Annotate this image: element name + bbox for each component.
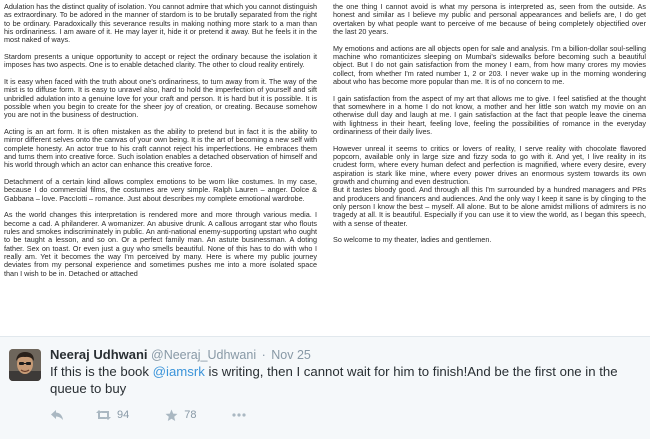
article-left-column bbox=[4, 3, 317, 286]
tweet-text bbox=[50, 363, 625, 397]
tweet-actions bbox=[50, 408, 246, 422]
meta-separator: · bbox=[261, 348, 266, 362]
author-name[interactable]: Neeraj Udhwani bbox=[50, 347, 148, 362]
retweet-icon bbox=[95, 409, 112, 421]
favorite-count: 78 bbox=[184, 409, 197, 421]
article-paragraph: My emotions and actions are all objects open for sale and analysis. I'm a billion-dollar soul-selling machine who romanticizes sleeping on Mumbai's sidewalks before becoming such a beautiful object. But I do not gain satisfaction from the money I earn, from how many crores my movies collect, from whether I'm rated number 1, 2 or 203. I never wake up in the morning wondering about who has become more popular than me. It is of no concern to me. bbox=[333, 43, 646, 87]
article-paragraph: the one thing I cannot avoid is what my persona is interpreted as, seen from the outside. As honest and similar as I believe my public and personal appearances and beliefs are, I do get overtaken by what people want to perceive of me because of being completely objectified over the last 20 years. bbox=[333, 2, 646, 37]
more-button[interactable] bbox=[232, 413, 246, 417]
more-icon bbox=[232, 413, 246, 417]
avatar-photo bbox=[9, 349, 41, 381]
article-paragraph: However unreal it seems to critics or lovers of reality, I serve reality with chocolate flavored popcorn, available only in large size and fizzy soda to go with it. And yet, I live reality in its crudest form, where every human defect and perfection is magnified, where every desire, every aspiration is stark like mine, where every power drives an enormous system towards its own growth and churning and even destruction. But it tastes bloody good. And through all this I'm surrounded by a hundred managers and PRs and producers and financers and audiences. And the only way I keep it sane is by clinging to the only person I know the best – myself. All alone. But to be alone amidst millions of admirers is no tragedy at all. It is beautiful. Especially if you can use it to view the world, as I began this speech, with a sense of theater. bbox=[333, 143, 646, 228]
tweet-text-end: is writing, then I cannot wait for him to finish!And be the first one in the queue to buy bbox=[50, 364, 618, 396]
retweet-count: 94 bbox=[117, 409, 130, 421]
favorite-button[interactable] bbox=[165, 409, 196, 422]
article-paragraph: I gain satisfaction from the aspect of my art that allows me to give. I feel satisfied at the thought that somewhere in a home I do not know, a mother and her little son watch my movie on an otherwise dull day and laugh at me. I gain satisfaction at the fact that people leave the cinema with lightness in their heart, feeling love, feeling the possibilities of romance in the everyday ordinariness of their daily lives. bbox=[333, 93, 646, 137]
retweet-button[interactable] bbox=[95, 409, 129, 421]
reply-button[interactable] bbox=[50, 409, 64, 421]
mention-link[interactable]: @iamsrk bbox=[152, 364, 205, 379]
favorite-icon bbox=[165, 409, 178, 422]
article-paragraph: It is easy when faced with the truth about one's ordinariness, to turn away from it. The way of the mist is to diffuse form. It is easy to unravel also, hard to hold the imperfection of yourself and sift unbridled adulation into a genuine love for your craft and person. It is hard but it is possible. It is possible when you begin to create for the sheer joy of creation, or creating. Because somehow you are not in the business of destruction. bbox=[4, 77, 317, 120]
article-paragraph: Detachment of a certain kind allows complex emotions to be worn like costumes. In my case, because I do commercial films, the costumes are very simple. Ralph Lauren – anger. Dolce & Gabbana – love. PaccIotti – romance. Just about describes my complete emotional wardrobe. bbox=[4, 177, 317, 203]
tweet-timestamp[interactable]: Nov 25 bbox=[271, 348, 311, 362]
tweet-header bbox=[50, 347, 311, 362]
article-paragraph: Adulation has the distinct quality of isolation. You cannot admire that which you cannot distinguish as extraordinary. To be adored in the manner of stardom is to be brutally separated from the right to be ordinary. Paradoxically this severance results in making nothing more stark to a man than his ordinariness. I am aware of it. He may layer it, hide it or pretend it away. But he feels it in the most naked of ways. bbox=[4, 2, 317, 45]
article-paragraph: Stardom presents a unique opportunity to accept or reject the ordinary because the isolation it imposes has two aspects. One is to enable detached clarity. The other to cloud reality entirely. bbox=[4, 52, 317, 70]
tweet-text-start: If this is the book bbox=[50, 364, 153, 379]
author-avatar[interactable] bbox=[9, 349, 41, 381]
article-paragraph: So welcome to my theater, ladies and gentlemen. bbox=[333, 235, 492, 245]
author-handle[interactable]: @Neeraj_Udhwani bbox=[151, 348, 257, 362]
article-paragraph: Acting is an art form. It is often mistaken as the ability to pretend but in fact it is the ability to mirror different selves onto the canvas of your own being. It is the art of becoming a new self with complete honesty. An actor true to his craft cannot reject his imperfections. He embraces them and turns them into creative force. Such isolation enables a detached observation of himself and his world through which an actor can enhance this creative force. bbox=[4, 127, 317, 170]
article-right-column bbox=[333, 3, 646, 253]
reply-icon bbox=[50, 409, 64, 421]
article-paragraph: As the world changes this interpretation is rendered more and more through various media. I become a cad. A philanderer. A womanizer. An abusive drunk. A callous arrogant star who flouts rules and smokes indiscriminately in public. An anti-national enemy-supporting upstart who ought to be taught a lesson, and so on. Or a perfect family man. An astute businessman. A doting father. Sex on toast. Or even just a guy who smells beautiful. None of this has to do with who I really am. Yet it becomes the way I'm perceived by many. Here is where my public journey deviates from my personal experience and sometimes pushes me into a more isolated space than I wish to be in. Detached or attached bbox=[4, 210, 317, 278]
